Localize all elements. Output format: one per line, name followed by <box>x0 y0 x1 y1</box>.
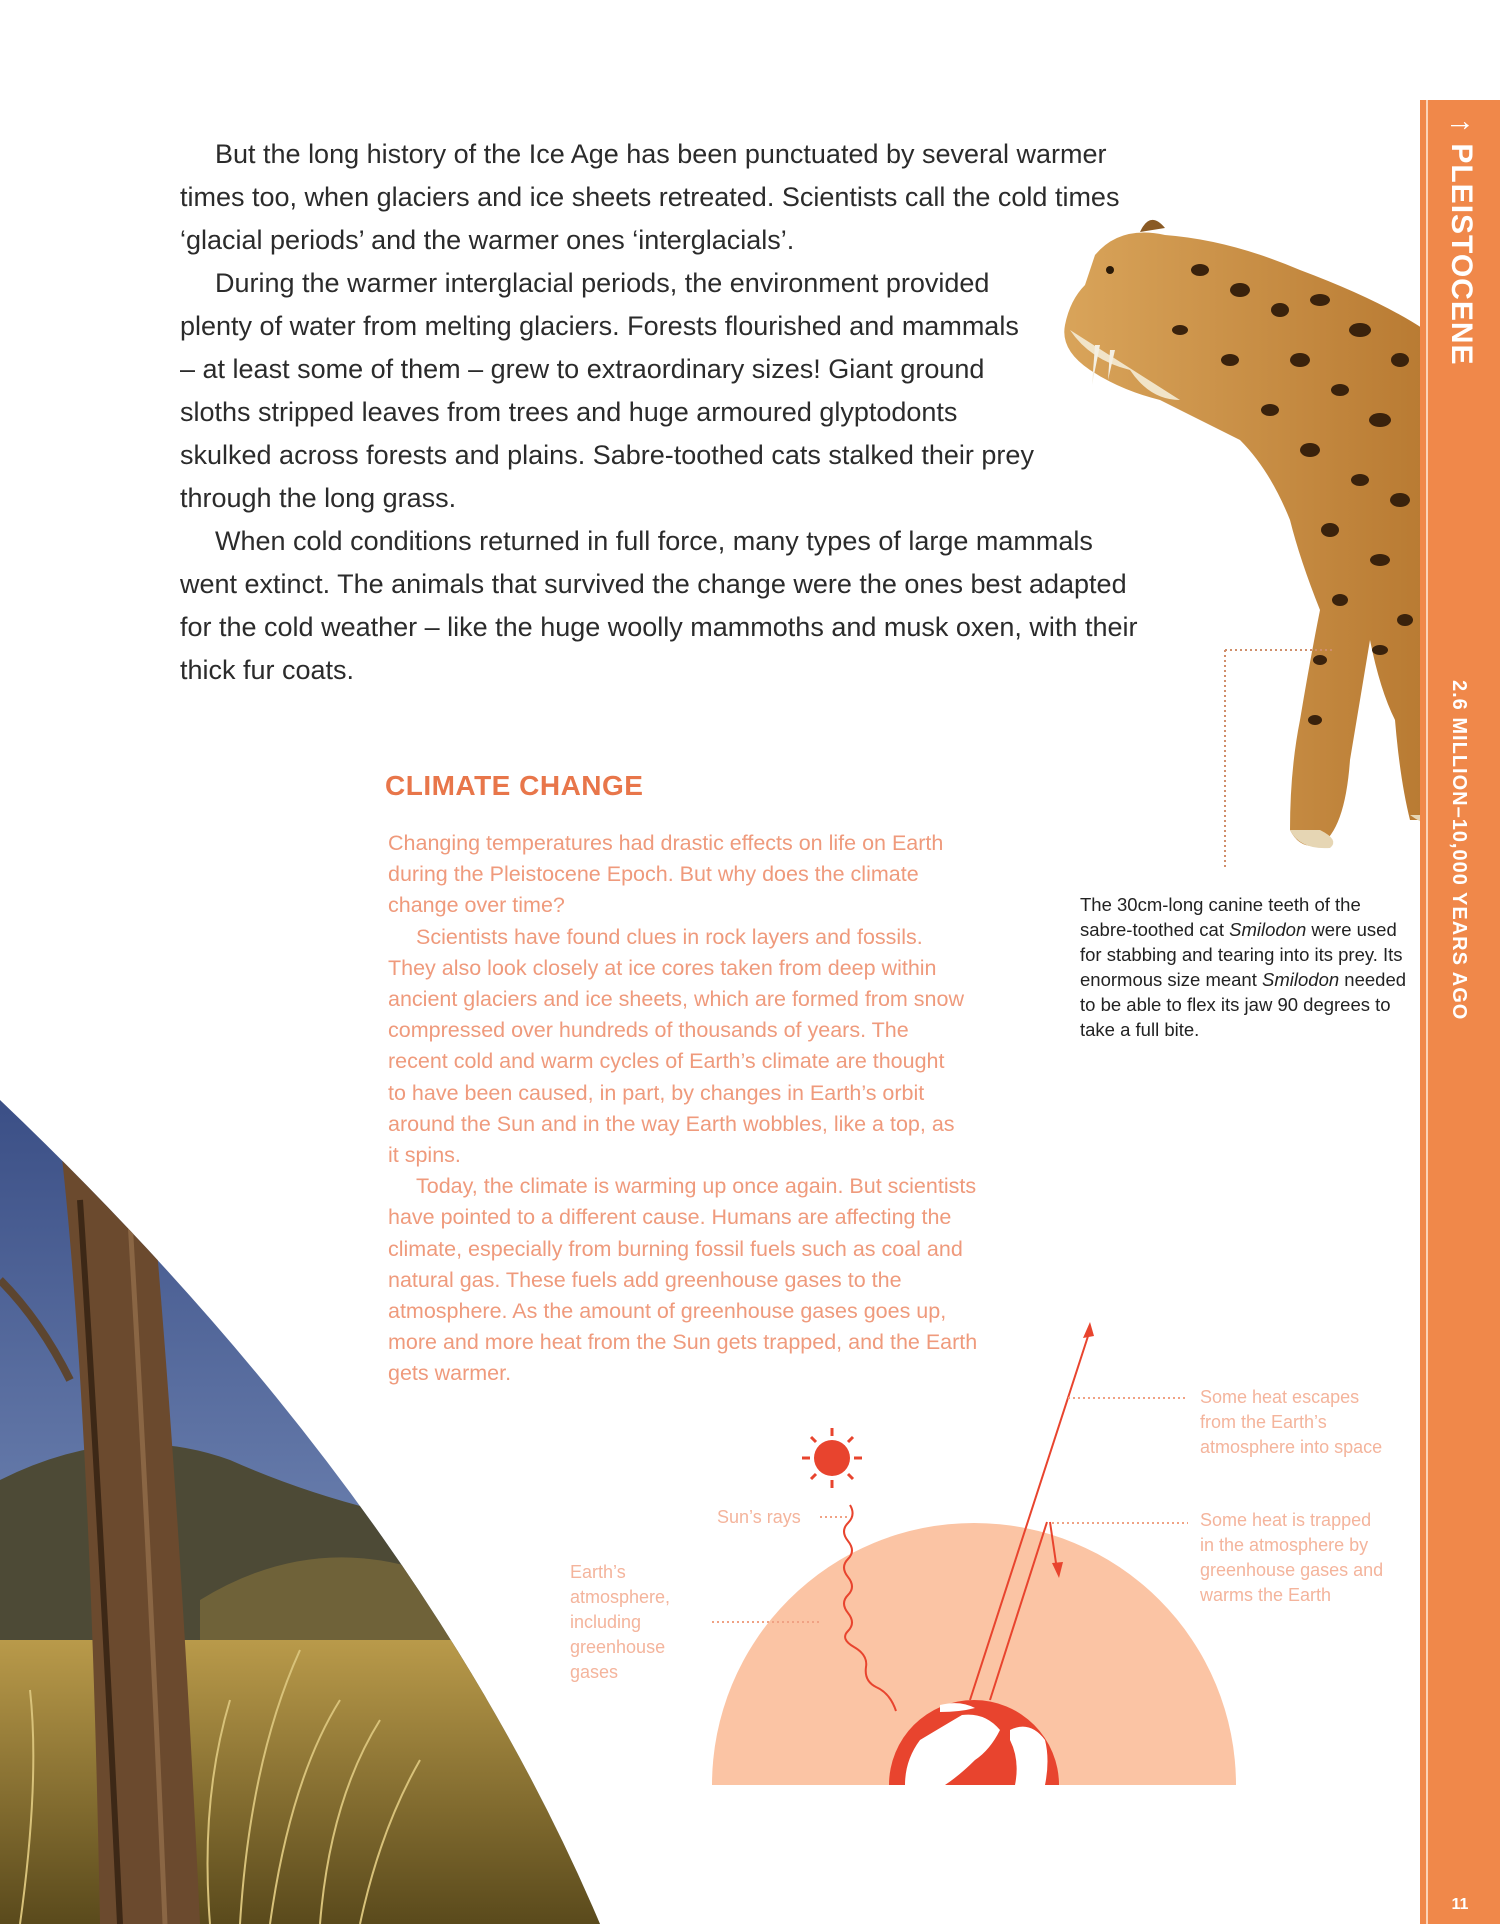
atmosphere-label-line: including <box>570 1612 642 1632</box>
body-paragraph: But the long history of the Ice Age has been punctuated by several warmer times too, when glaciers and ice sheets retreated. Scientists call the cold times ‘glacial periods’ and the warmer ones ‘interglacials’. <box>180 139 1120 255</box>
heat-trapped-label-line: greenhouse gases and <box>1200 1560 1384 1580</box>
climate-paragraph: Scientists have found clues in rock layers and fossils. They also look closely at ice cores taken from deep within ancient glaciers and ice sheets, which are formed from snow compressed over hundreds of thousands of years. The recent cold and warm cycles of Earth’s climate are thought to have been caused, in part, by changes in Earth’s orbit around the Sun and in the way Earth wobbles, like a top, as it spins. <box>388 924 964 1168</box>
heat-escapes-label <box>1200 1385 1410 1460</box>
heat-escapes-label-line: atmosphere into space <box>1200 1437 1383 1457</box>
heat-escape-arrowhead <box>1083 1322 1094 1338</box>
caption-species-name: Smilodon <box>1229 919 1307 940</box>
sabre-tooth-caption <box>1080 892 1410 1042</box>
climate-change-text <box>388 828 998 1390</box>
heat-escapes-label-line: Some heat escapes <box>1200 1387 1360 1407</box>
heat-trapped-label-line: in the atmosphere by <box>1200 1535 1369 1555</box>
up-arrow-icon: ↑ <box>1445 118 1478 134</box>
body-paragraph: During the warmer interglacial periods, the environment provided plenty of water from melting glaciers. Forests flourished and mammals – at least some of them – grew to extraordinary sizes! Giant ground sloths stripped leaves from trees and huge armoured glyptodonts skulked across forests and plains. Sabre-toothed cats stalked their prey through the long grass. <box>180 268 1034 513</box>
climate-paragraph: Changing temperatures had drastic effects on life on Earth during the Pleistocene Epoch. But why does the climate change over time? <box>388 831 944 918</box>
epoch-name: PLEISTOCENE <box>1445 143 1478 366</box>
atmosphere-label-line: gases <box>570 1662 619 1682</box>
caption-text: needed to be able to flex its jaw 90 degrees to take a full bite. <box>1080 969 1407 1040</box>
body-paragraph: When cold conditions returned in full force, many types of large mammals went extinct. The animals that survived the change were the ones best adapted for the cold weather – like the huge woolly mammoths and musk oxen, with their thick fur coats. <box>180 526 1138 685</box>
atmosphere-label-line: atmosphere, <box>570 1587 671 1607</box>
heat-trapped-label <box>1200 1508 1410 1608</box>
heat-escapes-label-line: from the Earth’s <box>1200 1412 1327 1432</box>
climate-paragraph: Today, the climate is warming up once again. But scientists have pointed to a different cause. Humans are affecting the climate, especially from burning fossil fuels such as coal and natural gas. These fuels add greenhouse gases to the atmosphere. As the amount of greenhouse gases goes up, more and more heat from the Sun gets trapped, and the Earth gets warmer. <box>388 1174 978 1386</box>
sun-rays-label: Sun’s rays <box>717 1507 801 1527</box>
main-body-text <box>180 133 1140 692</box>
atmosphere-label-line: greenhouse <box>570 1637 666 1657</box>
caption-text: The 30cm-long canine teeth of the sabre-toothed cat <box>1080 894 1361 940</box>
epoch-tab-label <box>1444 118 1478 366</box>
epoch-date-range: 2.6 MILLION–10,000 YEARS AGO <box>1448 680 1470 1021</box>
heat-trapped-label-line: warms the Earth <box>1200 1585 1332 1605</box>
atmosphere-label <box>570 1560 710 1685</box>
greenhouse-diagram <box>712 1322 1236 1785</box>
side-tab-divider <box>1426 100 1428 1924</box>
heat-trapped-label-line: Some heat is trapped <box>1200 1510 1372 1530</box>
sun-icon <box>814 1440 850 1476</box>
caption-text: were used for stabbing and tearing into its prey. Its enormous size meant <box>1080 919 1403 990</box>
climate-change-heading: CLIMATE CHANGE <box>385 770 644 801</box>
page-number: 11 <box>1451 1896 1469 1913</box>
caption-species-name: Smilodon <box>1262 969 1340 990</box>
atmosphere-label-line: Earth’s <box>570 1562 626 1582</box>
